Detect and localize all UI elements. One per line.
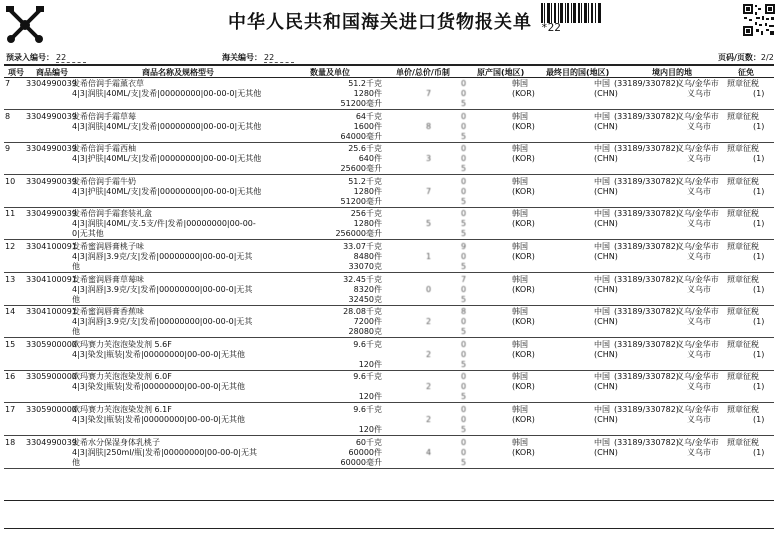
commodity-code: 3304990039 bbox=[26, 437, 77, 447]
unit-price: 0 bbox=[426, 284, 432, 294]
customs-number: 海关编号： 22 bbox=[222, 52, 294, 63]
origin-country: 韩国 bbox=[512, 274, 528, 284]
quantity-declared: 120件 bbox=[358, 425, 382, 434]
origin-country: 韩国 bbox=[512, 111, 528, 121]
total-price: 0 bbox=[461, 111, 467, 121]
page-count: 页码/页数：2/2 bbox=[718, 53, 774, 62]
quantity-legal: 51.2千克 bbox=[348, 79, 382, 88]
tax-code: (1) bbox=[753, 349, 765, 359]
item-number: 12 bbox=[5, 242, 16, 251]
destination-code: (CHN) bbox=[594, 252, 618, 261]
unit-price: 7 bbox=[426, 89, 432, 98]
price-extra: 5 bbox=[461, 196, 467, 206]
barcode-icon bbox=[541, 3, 601, 23]
destination-code: (CHN) bbox=[594, 89, 618, 98]
district-code: (33189/330782) bbox=[614, 274, 679, 284]
barcode-number: *22 bbox=[541, 21, 561, 34]
item-number: 16 bbox=[5, 372, 16, 382]
domestic-city: 义乌市 bbox=[687, 186, 711, 196]
domestic-city: 义乌市 bbox=[687, 349, 711, 359]
table-row bbox=[0, 143, 778, 175]
quantity-second: 1600件 bbox=[353, 121, 382, 131]
destination-country: 中国 bbox=[594, 437, 610, 447]
quantity-legal: 256千克 bbox=[350, 209, 382, 219]
destination-country: 中国 bbox=[594, 144, 610, 154]
price-extra: 5 bbox=[461, 294, 467, 304]
district-code: (33189/330782) bbox=[614, 144, 679, 154]
currency: 0 bbox=[461, 252, 467, 261]
commodity-spec: 4|3|染发|瓶装|发希|00000000|00-00-0|无其他 bbox=[72, 349, 245, 359]
item-number: 15 bbox=[5, 339, 16, 349]
quantity-legal: 25.6千克 bbox=[348, 144, 382, 154]
total-price: 0 bbox=[461, 339, 467, 349]
destination-code: (CHN) bbox=[594, 219, 618, 229]
origin-code: (KOR) bbox=[512, 382, 535, 392]
tax-mode: 照章征税 bbox=[727, 437, 759, 447]
quantity-declared: 25600毫升 bbox=[340, 164, 382, 174]
header-qty-unit: 数量及单位 bbox=[310, 68, 350, 77]
item-number: 11 bbox=[5, 209, 16, 219]
quantity-declared: 60000毫升 bbox=[340, 457, 382, 467]
quantity-legal: 9.6千克 bbox=[353, 372, 382, 382]
commodity-spec: 4|3|润肤|250ml/瓶|发希|00000000|00-00-0|无其 bbox=[72, 447, 257, 457]
commodity-code: 3304990039 bbox=[26, 79, 77, 88]
commodity-name: 欧玛赛力芙泡泡染发剂 6.1F bbox=[72, 405, 172, 414]
currency: 0 bbox=[461, 89, 467, 98]
quantity-declared: 120件 bbox=[358, 392, 382, 402]
commodity-spec-cont: 他 bbox=[72, 262, 80, 271]
domestic-destination: 义乌/金华市 bbox=[676, 437, 719, 447]
origin-country: 韩国 bbox=[512, 372, 528, 382]
unit-price: 2 bbox=[426, 349, 432, 359]
domestic-destination: 义乌/金华市 bbox=[676, 144, 719, 154]
item-number: 8 bbox=[5, 111, 11, 121]
price-extra: 5 bbox=[461, 359, 467, 369]
origin-country: 韩国 bbox=[512, 339, 528, 349]
destination-code: (CHN) bbox=[594, 317, 618, 327]
district-code: (33189/330782) bbox=[614, 437, 679, 447]
district-code: (33189/330782) bbox=[614, 111, 679, 121]
header-tax: 征免 bbox=[738, 68, 754, 77]
destination-country: 中国 bbox=[594, 79, 610, 88]
destination-country: 中国 bbox=[594, 372, 610, 382]
currency: 0 bbox=[461, 415, 467, 424]
domestic-destination: 义乌/金华市 bbox=[676, 242, 719, 251]
quantity-legal: 32.45千克 bbox=[343, 274, 382, 284]
district-code: (33189/330782) bbox=[614, 405, 679, 414]
quantity-declared: 28080克 bbox=[348, 327, 382, 337]
currency: 0 bbox=[461, 154, 467, 164]
total-price: 0 bbox=[461, 79, 467, 88]
item-number: 18 bbox=[5, 437, 16, 447]
currency: 0 bbox=[461, 447, 467, 457]
quantity-second: 1280件 bbox=[353, 186, 382, 196]
origin-country: 韩国 bbox=[512, 437, 528, 447]
commodity-name: 发希蜜润唇膏草莓味 bbox=[72, 274, 144, 284]
commodity-code: 3304990039 bbox=[26, 176, 77, 186]
origin-code: (KOR) bbox=[512, 284, 535, 294]
domestic-destination: 义乌/金华市 bbox=[676, 339, 719, 349]
table-row bbox=[0, 437, 778, 469]
origin-code: (KOR) bbox=[512, 415, 535, 424]
domestic-destination: 义乌/金华市 bbox=[676, 307, 719, 317]
price-extra: 5 bbox=[461, 457, 467, 467]
origin-country: 韩国 bbox=[512, 209, 528, 219]
commodity-name: 发希倍润手霜套装礼盒 bbox=[72, 209, 152, 219]
commodity-name: 发希蜜润唇膏香蕉味 bbox=[72, 307, 144, 317]
item-number: 7 bbox=[5, 79, 11, 88]
destination-country: 中国 bbox=[594, 111, 610, 121]
table-row bbox=[0, 111, 778, 143]
tax-mode: 照章征税 bbox=[727, 79, 759, 88]
origin-code: (KOR) bbox=[512, 252, 535, 261]
total-price: 0 bbox=[461, 209, 467, 219]
commodity-spec-cont: 他 bbox=[72, 294, 80, 304]
header-item-no: 项号 bbox=[8, 68, 24, 77]
destination-code: (CHN) bbox=[594, 186, 618, 196]
currency: 0 bbox=[461, 186, 467, 196]
quantity-declared: 51200毫升 bbox=[340, 196, 382, 206]
destination-country: 中国 bbox=[594, 242, 610, 251]
commodity-spec: 4|3|润肤|40ML/支|发希|00000000|00-00-0|无其他 bbox=[72, 89, 262, 98]
origin-country: 韩国 bbox=[512, 405, 528, 414]
item-number: 13 bbox=[5, 274, 16, 284]
quantity-second: 8320件 bbox=[353, 284, 382, 294]
price-extra: 5 bbox=[461, 425, 467, 434]
tax-code: (1) bbox=[753, 121, 765, 131]
row-divider bbox=[4, 468, 774, 469]
destination-country: 中国 bbox=[594, 274, 610, 284]
unit-price: 2 bbox=[426, 415, 432, 424]
domestic-city: 义乌市 bbox=[687, 415, 711, 424]
origin-code: (KOR) bbox=[512, 317, 535, 327]
pre-entry-number: 预录入编号： 22 bbox=[6, 52, 86, 63]
price-extra: 5 bbox=[461, 392, 467, 402]
commodity-code: 3304100091 bbox=[26, 307, 77, 317]
domestic-destination: 义乌/金华市 bbox=[676, 79, 719, 88]
quantity-declared: 33070克 bbox=[348, 262, 382, 271]
header-price: 单价/总价/币制 bbox=[396, 68, 450, 77]
quantity-declared: 51200毫升 bbox=[340, 99, 382, 108]
tax-code: (1) bbox=[753, 89, 765, 98]
tax-code: (1) bbox=[753, 382, 765, 392]
domestic-destination: 义乌/金华市 bbox=[676, 405, 719, 414]
commodity-spec: 4|3|护肤|40ML/支|发希|00000000|00-00-0|无其他 bbox=[72, 186, 262, 196]
domestic-city: 义乌市 bbox=[687, 252, 711, 261]
table-row bbox=[0, 241, 778, 273]
header-origin: 原产国(地区) bbox=[477, 68, 525, 77]
quantity-legal: 64千克 bbox=[355, 111, 382, 121]
origin-code: (KOR) bbox=[512, 121, 535, 131]
origin-code: (KOR) bbox=[512, 186, 535, 196]
domestic-city: 义乌市 bbox=[687, 382, 711, 392]
destination-country: 中国 bbox=[594, 307, 610, 317]
tax-code: (1) bbox=[753, 447, 765, 457]
quantity-legal: 28.08千克 bbox=[343, 307, 382, 317]
quantity-second: 1280件 bbox=[353, 89, 382, 98]
qr-code-icon bbox=[742, 3, 776, 37]
quantity-declared: 256000毫升 bbox=[335, 229, 382, 239]
quantity-second: 7200件 bbox=[353, 317, 382, 327]
tax-code: (1) bbox=[753, 284, 765, 294]
item-number: 9 bbox=[5, 144, 11, 154]
total-price: 9 bbox=[461, 242, 467, 251]
unit-price: 3 bbox=[426, 154, 432, 164]
commodity-spec: 4|3|润唇|3.9克/支|发希|00000000|00-00-0|无其 bbox=[72, 284, 253, 294]
header-domestic-destination: 境内目的地 bbox=[652, 68, 692, 77]
domestic-destination: 义乌/金华市 bbox=[676, 209, 719, 219]
destination-code: (CHN) bbox=[594, 415, 618, 424]
currency: 0 bbox=[461, 317, 467, 327]
commodity-spec: 4|3|染发|瓶装|发希|00000000|00-00-0|无其他 bbox=[72, 382, 245, 392]
destination-code: (CHN) bbox=[594, 349, 618, 359]
table-row bbox=[0, 404, 778, 436]
unit-price: 1 bbox=[426, 252, 432, 261]
unit-price: 4 bbox=[426, 447, 432, 457]
total-price: 7 bbox=[461, 274, 467, 284]
domestic-city: 义乌市 bbox=[687, 219, 711, 229]
commodity-name: 欧玛赛力芙泡泡染发剂 5.6F bbox=[72, 339, 172, 349]
district-code: (33189/330782) bbox=[614, 339, 679, 349]
tax-mode: 照章征税 bbox=[727, 405, 759, 414]
commodity-code: 3305900000 bbox=[26, 372, 77, 382]
quantity-declared: 64000毫升 bbox=[340, 131, 382, 141]
currency: 0 bbox=[461, 121, 467, 131]
table-row bbox=[0, 176, 778, 208]
domestic-city: 义乌市 bbox=[687, 317, 711, 327]
commodity-spec: 4|3|润唇|3.9克/支|发希|00000000|00-00-0|无其 bbox=[72, 317, 253, 327]
currency: 0 bbox=[461, 349, 467, 359]
district-code: (33189/330782) bbox=[614, 372, 679, 382]
quantity-second: 1280件 bbox=[353, 219, 382, 229]
destination-country: 中国 bbox=[594, 176, 610, 186]
commodity-name: 欧玛赛力芙泡泡染发剂 6.0F bbox=[72, 372, 172, 382]
currency: 0 bbox=[461, 284, 467, 294]
domestic-city: 义乌市 bbox=[687, 284, 711, 294]
commodity-spec: 4|3|润唇|3.9克/支|发希|00000000|00-00-0|无其 bbox=[72, 252, 253, 261]
commodity-name: 发希蜜润唇膏桃子味 bbox=[72, 242, 144, 251]
quantity-legal: 9.6千克 bbox=[353, 339, 382, 349]
commodity-spec-cont: 他 bbox=[72, 327, 80, 337]
domestic-city: 义乌市 bbox=[687, 121, 711, 131]
origin-code: (KOR) bbox=[512, 89, 535, 98]
table-row bbox=[0, 78, 778, 110]
domestic-city: 义乌市 bbox=[687, 447, 711, 457]
header-commodity-code: 商品编号 bbox=[36, 68, 68, 77]
tax-code: (1) bbox=[753, 219, 765, 229]
origin-code: (KOR) bbox=[512, 154, 535, 164]
origin-country: 韩国 bbox=[512, 307, 528, 317]
commodity-spec-cont: 0|无其他 bbox=[72, 229, 104, 239]
commodity-code: 3304990039 bbox=[26, 209, 77, 219]
item-number: 17 bbox=[5, 405, 16, 414]
commodity-code: 3304100091 bbox=[26, 242, 77, 251]
unit-price: 2 bbox=[426, 317, 432, 327]
tax-code: (1) bbox=[753, 186, 765, 196]
customs-emblem-logo bbox=[4, 4, 46, 46]
unit-price: 7 bbox=[426, 186, 432, 196]
table-row bbox=[0, 208, 778, 240]
price-extra: 5 bbox=[461, 229, 467, 239]
tax-mode: 照章征税 bbox=[727, 209, 759, 219]
total-price: 0 bbox=[461, 405, 467, 414]
document-title: 中华人民共和国海关进口货物报关单 bbox=[228, 12, 532, 33]
destination-code: (CHN) bbox=[594, 382, 618, 392]
table-row bbox=[0, 274, 778, 306]
commodity-name: 发希倍润手霜西柚 bbox=[72, 144, 136, 154]
domestic-city: 义乌市 bbox=[687, 89, 711, 98]
commodity-spec: 4|3|润肤|40ML/支|发希|00000000|00-00-0|无其他 bbox=[72, 121, 262, 131]
domestic-city: 义乌市 bbox=[687, 154, 711, 164]
total-price: 8 bbox=[461, 307, 467, 317]
quantity-second: 60000件 bbox=[348, 447, 382, 457]
destination-country: 中国 bbox=[594, 209, 610, 219]
quantity-declared: 120件 bbox=[358, 359, 382, 369]
table-row bbox=[0, 371, 778, 403]
commodity-code: 3305900000 bbox=[26, 405, 77, 414]
tax-mode: 照章征税 bbox=[727, 111, 759, 121]
commodity-code: 3305900000 bbox=[26, 339, 77, 349]
tax-mode: 照章征税 bbox=[727, 339, 759, 349]
table-row bbox=[0, 339, 778, 371]
unit-price: 2 bbox=[426, 382, 432, 392]
origin-code: (KOR) bbox=[512, 447, 535, 457]
tax-code: (1) bbox=[753, 317, 765, 327]
district-code: (33189/330782) bbox=[614, 242, 679, 251]
total-price: 0 bbox=[461, 144, 467, 154]
price-extra: 5 bbox=[461, 131, 467, 141]
domestic-destination: 义乌/金华市 bbox=[676, 274, 719, 284]
quantity-second: 8480件 bbox=[353, 252, 382, 261]
tax-mode: 照章征税 bbox=[727, 307, 759, 317]
total-price: 0 bbox=[461, 176, 467, 186]
commodity-code: 3304100091 bbox=[26, 274, 77, 284]
price-extra: 5 bbox=[461, 262, 467, 271]
district-code: (33189/330782) bbox=[614, 209, 679, 219]
quantity-declared: 32450克 bbox=[348, 294, 382, 304]
origin-code: (KOR) bbox=[512, 349, 535, 359]
commodity-spec-cont: 他 bbox=[72, 457, 80, 467]
domestic-destination: 义乌/金华市 bbox=[676, 176, 719, 186]
district-code: (33189/330782) bbox=[614, 176, 679, 186]
tax-code: (1) bbox=[753, 415, 765, 424]
tax-mode: 照章征税 bbox=[727, 274, 759, 284]
district-code: (33189/330782) bbox=[614, 79, 679, 88]
destination-code: (CHN) bbox=[594, 121, 618, 131]
commodity-code: 3304990039 bbox=[26, 111, 77, 121]
destination-code: (CHN) bbox=[594, 154, 618, 164]
tax-mode: 照章征税 bbox=[727, 242, 759, 251]
district-code: (33189/330782) bbox=[614, 307, 679, 317]
commodity-name: 发希倍润手霜牛奶 bbox=[72, 176, 136, 186]
tax-mode: 照章征税 bbox=[727, 372, 759, 382]
quantity-second: 640件 bbox=[358, 154, 382, 164]
origin-code: (KOR) bbox=[512, 219, 535, 229]
commodity-name: 发希倍润手霜草莓 bbox=[72, 111, 136, 121]
origin-country: 韩国 bbox=[512, 242, 528, 251]
tax-code: (1) bbox=[753, 252, 765, 261]
price-extra: 5 bbox=[461, 99, 467, 108]
item-number: 10 bbox=[5, 176, 16, 186]
destination-country: 中国 bbox=[594, 339, 610, 349]
unit-price: 5 bbox=[426, 219, 432, 229]
item-number: 14 bbox=[5, 307, 16, 317]
commodity-name: 发希水分保湿身体乳桃子 bbox=[72, 437, 160, 447]
destination-code: (CHN) bbox=[594, 284, 618, 294]
commodity-code: 3304990039 bbox=[26, 144, 77, 154]
quantity-legal: 33.07千克 bbox=[343, 242, 382, 251]
tax-mode: 照章征税 bbox=[727, 176, 759, 186]
origin-country: 韩国 bbox=[512, 144, 528, 154]
destination-code: (CHN) bbox=[594, 447, 618, 457]
tax-mode: 照章征税 bbox=[727, 144, 759, 154]
currency: 5 bbox=[461, 219, 467, 229]
price-extra: 5 bbox=[461, 327, 467, 337]
quantity-legal: 51.2千克 bbox=[348, 176, 382, 186]
price-extra: 5 bbox=[461, 164, 467, 174]
origin-country: 韩国 bbox=[512, 79, 528, 88]
domestic-destination: 义乌/金华市 bbox=[676, 111, 719, 121]
tax-code: (1) bbox=[753, 154, 765, 164]
total-price: 0 bbox=[461, 437, 467, 447]
header-destination: 最终目的国(地区) bbox=[546, 68, 610, 77]
unit-price: 8 bbox=[426, 121, 432, 131]
header-name-spec: 商品名称及规格型号 bbox=[142, 68, 214, 77]
table-row bbox=[0, 306, 778, 338]
destination-country: 中国 bbox=[594, 405, 610, 414]
quantity-legal: 9.6千克 bbox=[353, 405, 382, 414]
origin-country: 韩国 bbox=[512, 176, 528, 186]
commodity-spec: 4|3|染发|瓶装|发希|00000000|00-00-0|无其他 bbox=[72, 415, 245, 424]
commodity-name: 发希倍润手霜薰衣草 bbox=[72, 79, 144, 88]
currency: 0 bbox=[461, 382, 467, 392]
total-price: 0 bbox=[461, 372, 467, 382]
commodity-spec: 4|3|润肤|40ML/支.5支/件|发希|00000000|00-00- bbox=[72, 219, 256, 229]
quantity-legal: 60千克 bbox=[355, 437, 382, 447]
commodity-spec: 4|3|护肤|40ML/支|发希|00000000|00-00-0|无其他 bbox=[72, 154, 262, 164]
domestic-destination: 义乌/金华市 bbox=[676, 372, 719, 382]
